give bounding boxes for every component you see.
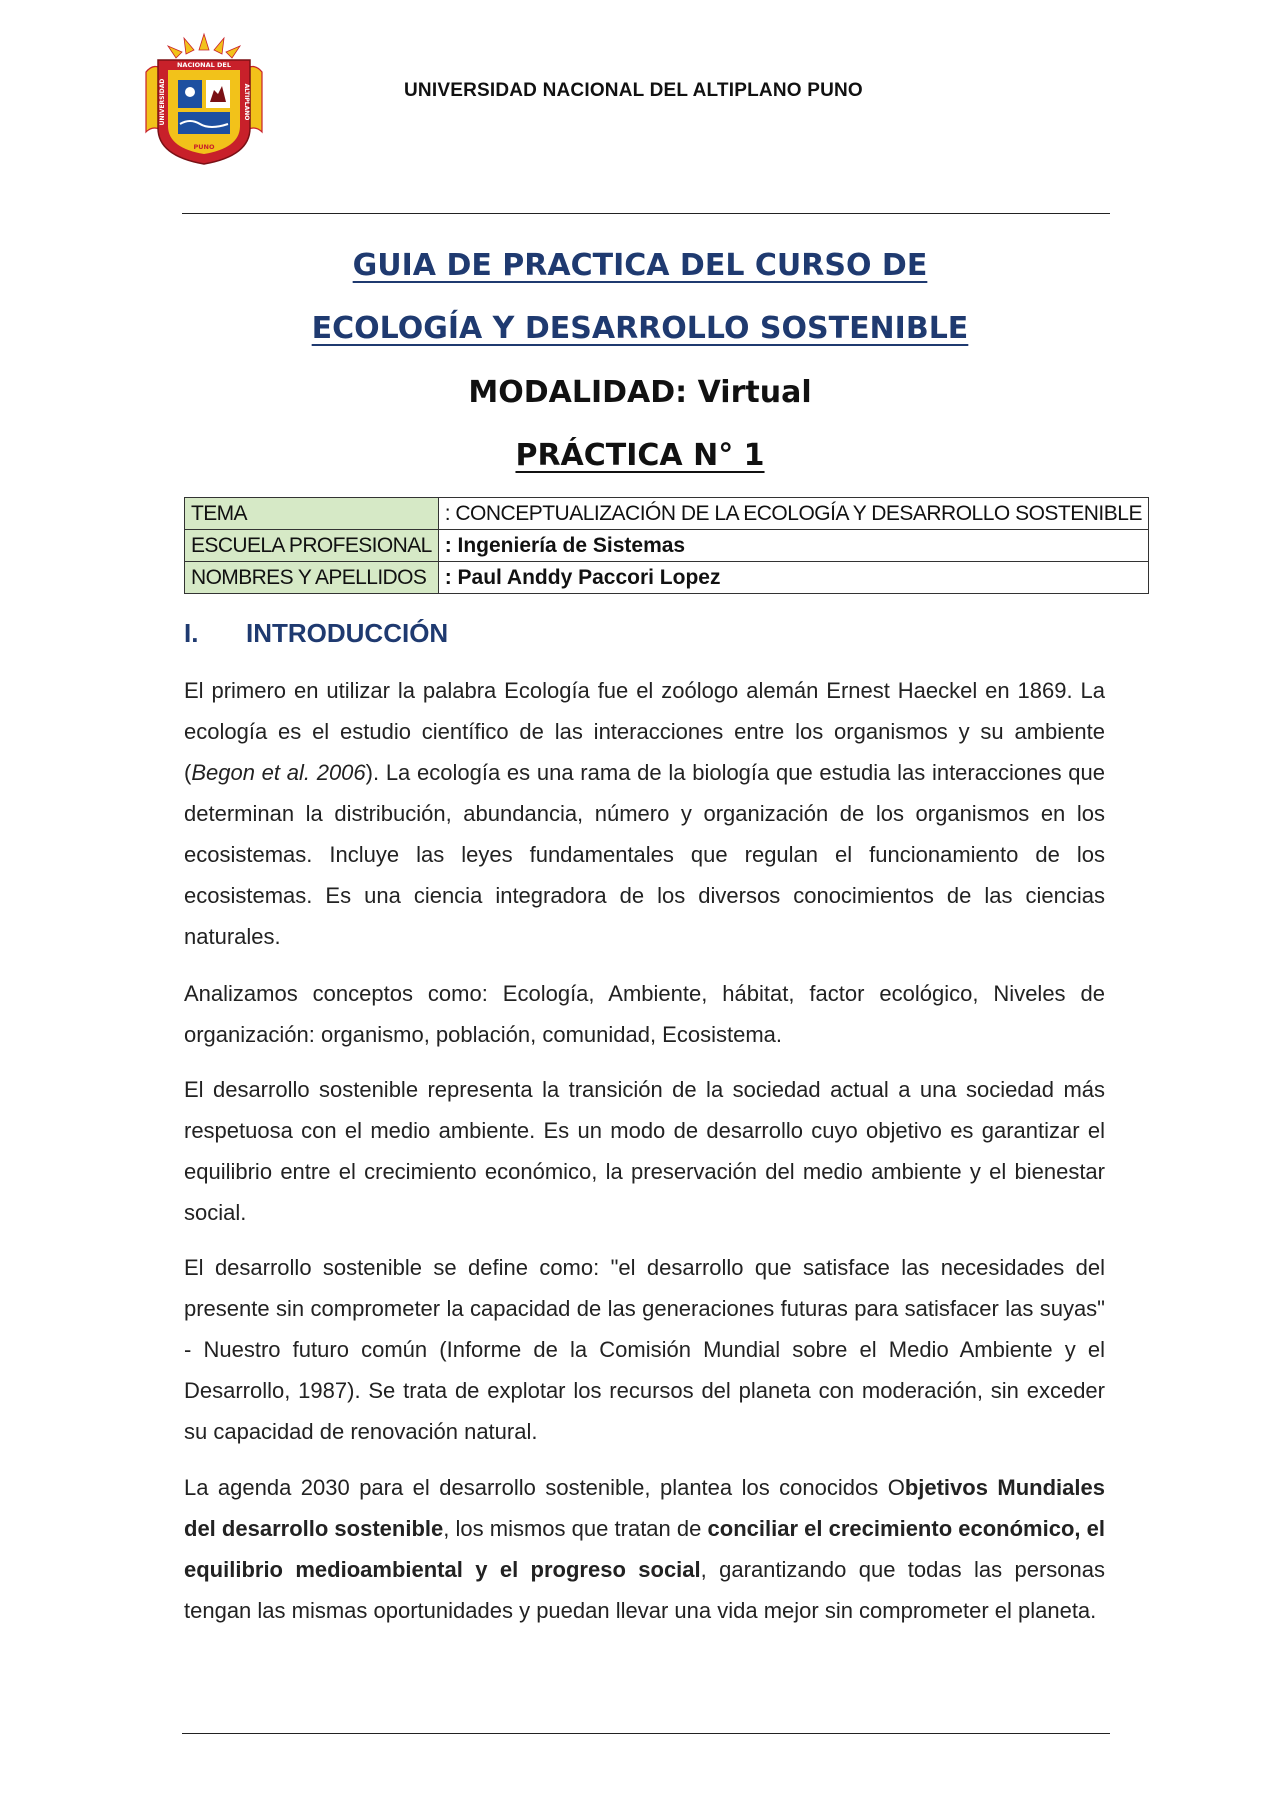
paragraph-2: Analizamos conceptos como: Ecología, Ambiente, hábitat, factor ecológico, Niveles de organización: organismo, población, comunidad, Ecosistema. (184, 981, 1105, 1047)
info-table (184, 497, 1149, 594)
section-title: INTRODUCCIÓN (246, 618, 449, 648)
header-divider (182, 213, 1110, 214)
section-heading (184, 618, 448, 649)
paragraph-5-bold-conciliar: conciliar el crecimiento económico, el equilibrio medioambiental y el progreso social (184, 1516, 1105, 1582)
lake-panel (178, 112, 230, 134)
footer-divider (182, 1733, 1110, 1734)
row-label-tema: TEMA (185, 498, 439, 530)
title-line-2: ECOLOGÍA Y DESARROLLO SOSTENIBLE (311, 311, 969, 346)
row-label-escuela: ESCUELA PROFESIONAL (185, 530, 439, 562)
row-value-tema: : CONCEPTUALIZACIÓN DE LA ECOLOGÍA Y DESARROLLO SOSTENIBLE (438, 498, 1148, 530)
paragraph-5-text-c: , los mismos que tratan de (443, 1516, 708, 1541)
row-label-nombres: NOMBRES Y APELLIDOS (185, 562, 439, 594)
paragraph-3: El desarrollo sostenible representa la transición de la sociedad actual a una sociedad más respetuosa con el medio ambiente. Es un modo de desarrollo cuyo objetivo es garantizar el equilibrio entre el crecimiento económico, la preservación del medio ambiente y el bienestar social. (184, 1077, 1105, 1225)
book-icon (185, 87, 195, 97)
sun-rays-icon (168, 34, 240, 58)
paragraph-5-text-a: La agenda 2030 para el desarrollo sostenible, plantea los conocidos O (184, 1475, 905, 1500)
paragraph-1 (184, 670, 1105, 957)
paragraph-1-text-b: ). La ecología es una rama de la biología que estudia las interacciones que determinan la distribución, abundancia, número y organización de los organismos en los ecosistemas. Incluye las leyes fundamentales que regulan el funcionamiento de los ecosistemas. Es una ciencia integradora de los diversos conocimientos de las ciencias naturales. (184, 760, 1105, 949)
university-name: UNIVERSIDAD NACIONAL DEL ALTIPLANO PUNO (404, 80, 863, 101)
citation: Begon et al. 2006 (191, 760, 366, 785)
logo-text-bottom: PUNO (193, 143, 215, 151)
table-row (185, 498, 1149, 530)
paragraph-5 (184, 1467, 1105, 1631)
section-number: I. (184, 618, 199, 648)
logo-text-top: NACIONAL DEL (176, 61, 232, 69)
practice-number-heading: PRÁCTICA N° 1 (515, 438, 765, 473)
row-value-nombres: : Paul Anddy Paccori Lopez (438, 562, 1148, 594)
row-value-escuela: : Ingeniería de Sistemas (438, 530, 1148, 562)
table-row (185, 530, 1149, 562)
logo-text-left: UNIVERSIDAD (159, 78, 166, 126)
paragraph-5-text-e: , garantizando que todas las personas tengan las mismas oportunidades y puedan llevar una vida mejor sin comprometer el planeta. (184, 1557, 1105, 1623)
logo-text-right: ALTIPLANO (243, 83, 250, 121)
title-line-1: GUIA DE PRACTICA DEL CURSO DE (352, 248, 928, 283)
modality-heading: MODALIDAD: Virtual (468, 375, 812, 410)
table-row (185, 562, 1149, 594)
paragraph-5-bold-objectives: bjetivos Mundiales del desarrollo sostenible (184, 1475, 1105, 1541)
university-crest-logo (144, 32, 264, 167)
paragraph-1-text-a: El primero en utilizar la palabra Ecología fue el zoólogo alemán Ernest Haeckel en 1869. La ecología es el estudio científico de las interacciones entre los organismos y su ambiente ( (184, 678, 1105, 785)
paragraph-4: El desarrollo sostenible se define como: "el desarrollo que satisface las necesidades del presente sin comprometer la capacidad de las generaciones futuras para satisfacer las suyas" - Nuestro futuro común (Informe de la Comisión Mundial sobre el Medio Ambiente y el Desarrollo, 1987). Se trata de explotar los recursos del planeta con moderación, sin exceder su capacidad de renovación natural. (184, 1255, 1105, 1444)
